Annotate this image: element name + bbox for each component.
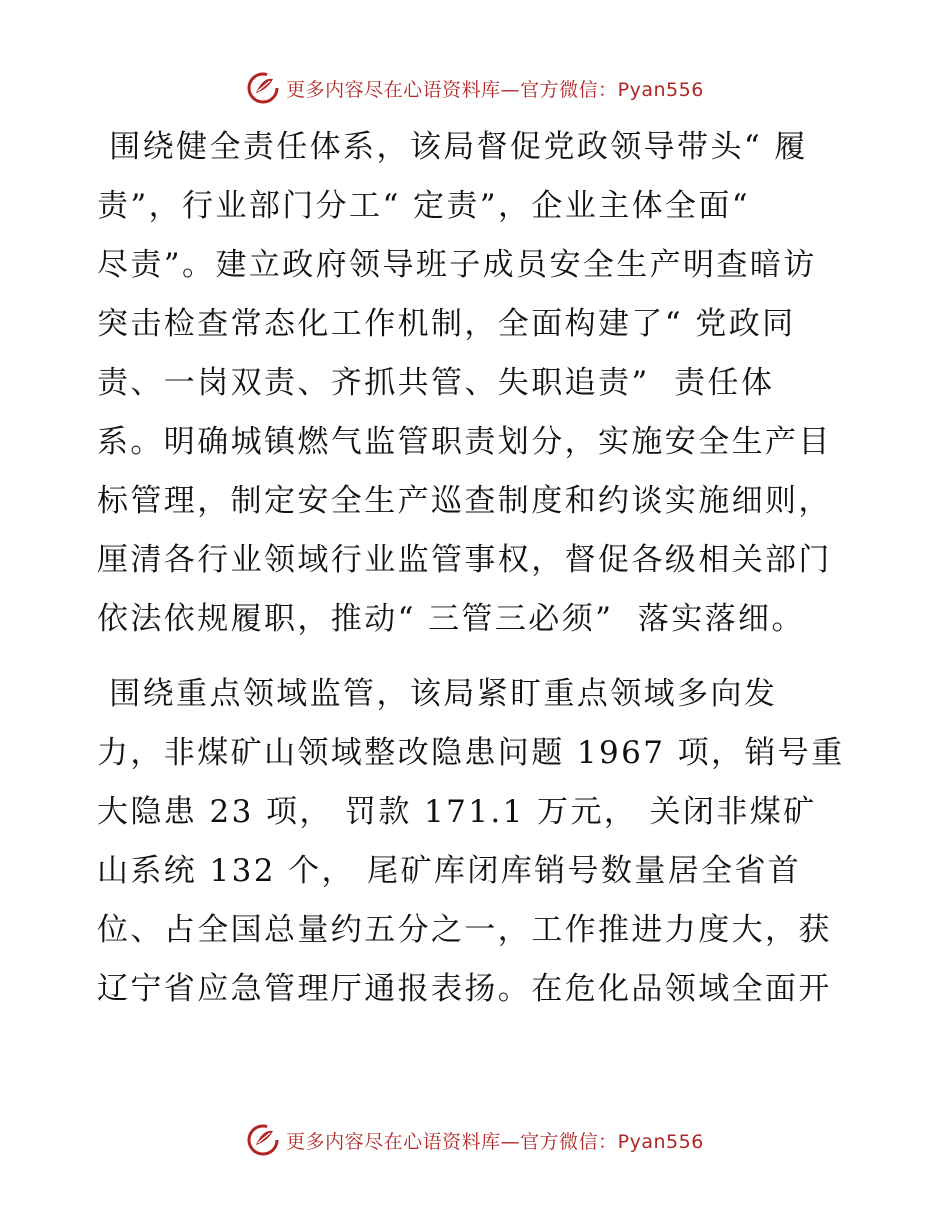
- document-body: [97, 118, 857, 1019]
- text-line: 辽宁省应急管理厅通报表扬。在危化品领域全面开: [97, 971, 832, 1007]
- watermark-text: [286, 1127, 704, 1154]
- text-line: 尽责”。建立政府领导班子成员安全生产明查暗访: [97, 247, 817, 283]
- watermark-wechat-id: Pyan556: [617, 78, 704, 101]
- footer-watermark: [0, 1120, 950, 1160]
- paragraph-gap: [97, 649, 857, 665]
- text-line: 责、一岗双责、齐抓共管、失职追责” 责任体: [97, 365, 775, 401]
- text-line: 突击检查常态化工作机制，全面构建了“ 党政同: [97, 306, 796, 342]
- text-line: 围绕健全责任体系，该局督促党政领导带头“ 履: [97, 129, 808, 165]
- watermark-label: 更多内容尽在心语资料库—官方微信：: [286, 1130, 618, 1153]
- paragraph-responsibility-system: [97, 118, 857, 649]
- text-line: 围绕重点领域监管，该局紧盯重点领域多向发: [97, 676, 778, 712]
- text-line: 厘清各行业领域行业监管事权，督促各级相关部门: [97, 542, 832, 578]
- stylized-c-leaf-logo-icon: [246, 1123, 280, 1157]
- text-line: 标管理，制定安全生产巡查制度和约谈实施细则，: [97, 483, 832, 519]
- header-watermark: [0, 68, 950, 108]
- paragraph-key-area-supervision: [97, 665, 857, 1019]
- text-line: 系。明确城镇燃气监管职责划分，实施安全生产目: [97, 424, 832, 460]
- text-line: 力，非煤矿山领域整改隐患问题 1967 项，销号重: [97, 735, 845, 771]
- watermark-text: [286, 75, 704, 102]
- text-line: 位、占全国总量约五分之一，工作推进力度大，获: [97, 912, 832, 948]
- text-line: 山系统 132 个， 尾矿库闭库销号数量居全省首: [97, 853, 802, 889]
- text-line: 责”，行业部门分工“ 定责”，企业主体全面“: [97, 188, 751, 224]
- text-line: 依法依规履职，推动“ 三管三必须” 落实落细。: [97, 601, 805, 637]
- text-line: 大隐患 23 项， 罚款 171.1 万元， 关闭非煤矿: [97, 794, 817, 830]
- watermark-label: 更多内容尽在心语资料库—官方微信：: [286, 78, 618, 101]
- stylized-c-leaf-logo-icon: [246, 71, 280, 105]
- watermark-wechat-id: Pyan556: [617, 1130, 704, 1153]
